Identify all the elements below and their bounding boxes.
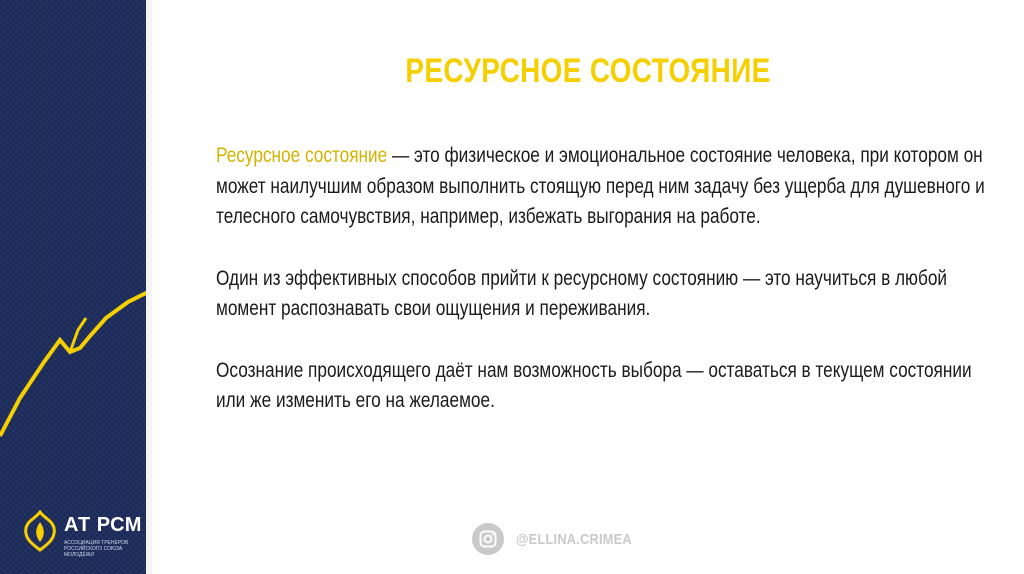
- paragraph-text: — это физическое и эмоциональное состояние человека, при котором он может наилучшим образом выполнить стоящую перед ним задачу без ущерба для душевного и телесного самочувствия, например, избежать выгорания на работе.: [216, 144, 985, 228]
- highlight-term: Ресурсное состояние: [216, 144, 388, 167]
- logo-title: АТ РСМ: [64, 514, 142, 536]
- instagram-watermark: [472, 522, 652, 556]
- lightning-bolt-decoration: [0, 0, 152, 460]
- logo-subtitle: АССОЦИАЦИЯ ТРЕНЕРОВ РОССИЙСКОГО СОЮЗА МОЛОДЁЖИ: [64, 540, 129, 558]
- atrsm-logo-icon: [22, 510, 58, 552]
- paragraph-awareness: Осознание происходящего даёт нам возможность выбора — оставаться в текущем состоянии или же изменить его на желаемое.: [216, 358, 972, 412]
- paragraph-definition: [216, 141, 987, 233]
- slide-title: РЕСУРСНОЕ СОСТОЯНИЕ: [405, 52, 771, 90]
- watermark-handle: @ELLINA.CRIMEA: [516, 530, 632, 548]
- sidebar-divider: [146, 0, 152, 574]
- paragraph-method: Один из эффективных способов прийти к ресурсному состоянию — это научиться в любой момент распознавать свои ощущения и переживания.: [216, 266, 948, 320]
- slide-body: [216, 141, 985, 417]
- instagram-icon: [472, 523, 504, 555]
- sidebar-panel: [0, 0, 152, 574]
